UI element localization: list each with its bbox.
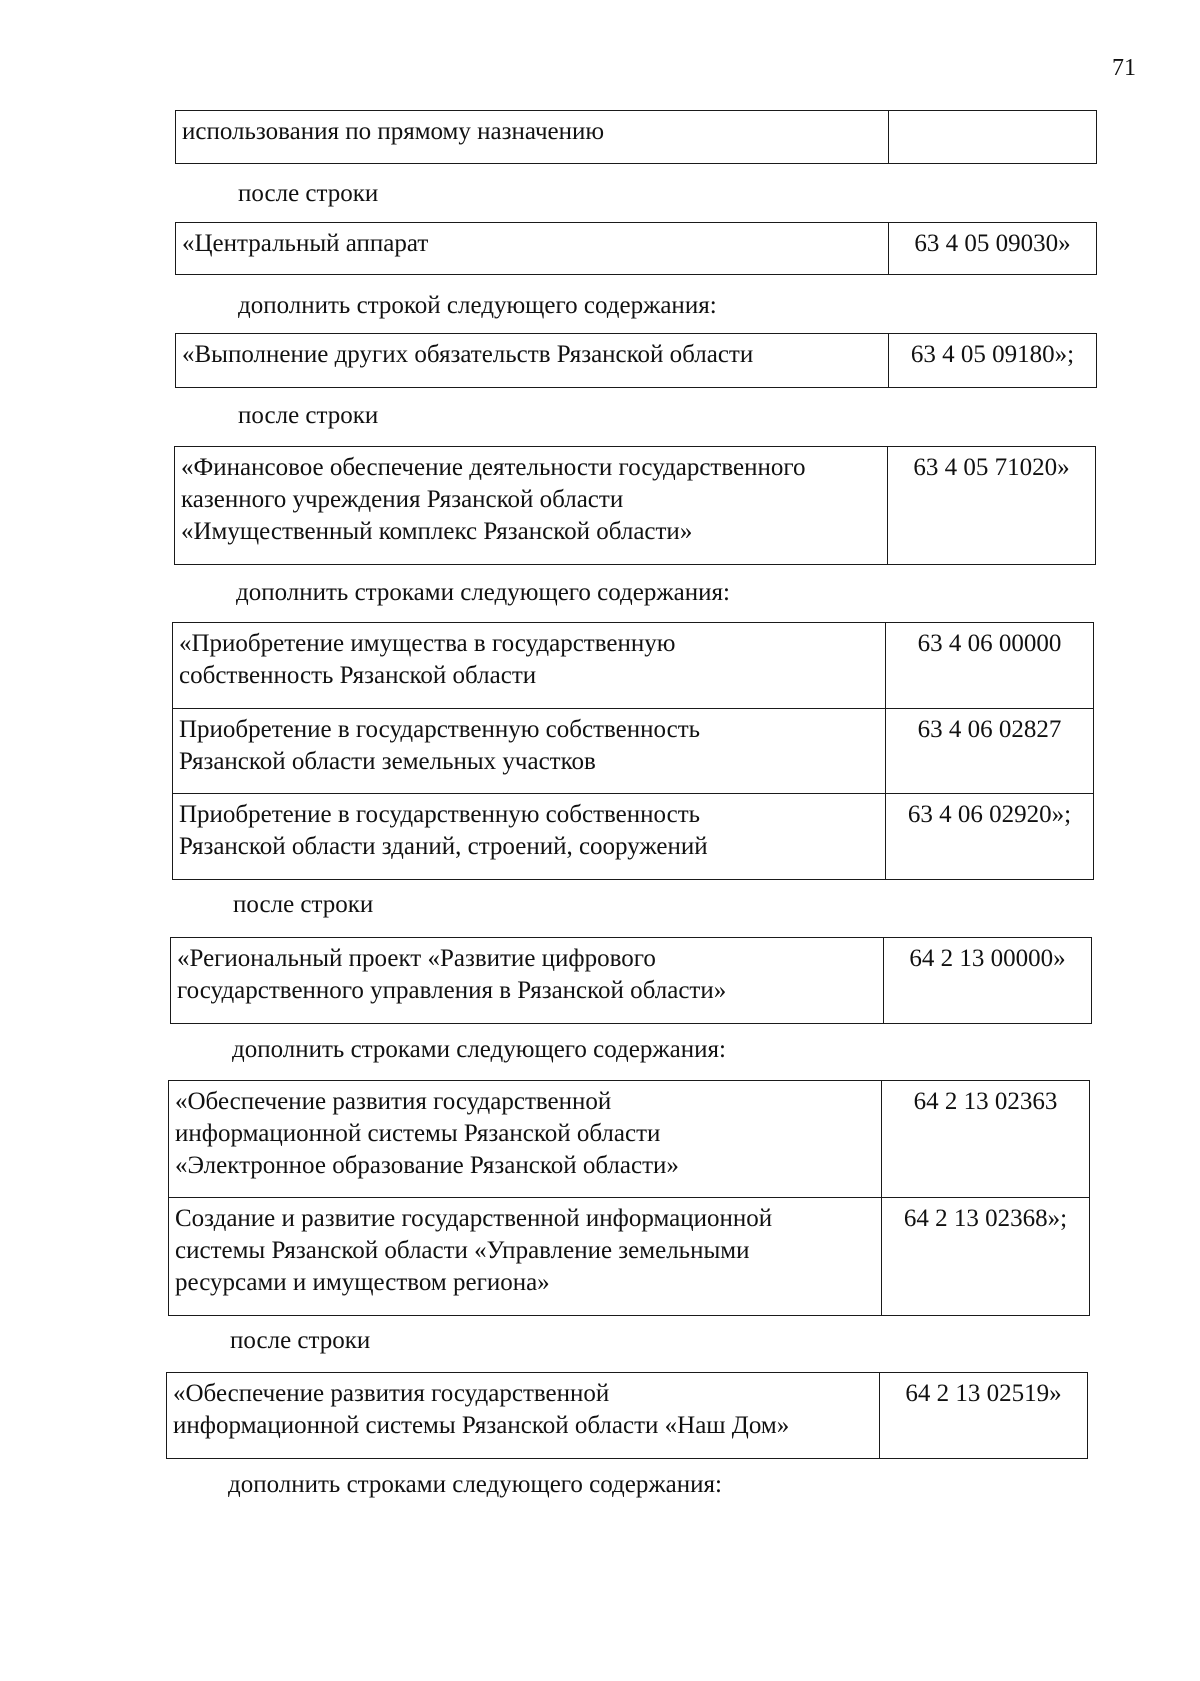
classification-table-7 [168, 1080, 1090, 1316]
row-name-line: «Финансовое обеспечение деятельности государственного [181, 454, 806, 481]
row-code-cell: 63 4 06 02920»; [886, 794, 1094, 880]
row-name-line: собственность Рязанской области [179, 662, 537, 689]
row-name-line: «Выполнение других обязательств Рязанской области [182, 341, 754, 368]
classification-table-4 [174, 446, 1096, 565]
row-name-line: «Обеспечение развития государственной [173, 1380, 610, 1407]
row-code-cell: 64 2 13 00000» [884, 938, 1092, 1024]
table-row [173, 623, 1094, 709]
row-code-cell: 63 4 06 00000 [886, 623, 1094, 709]
row-code-cell: 63 4 05 09030» [889, 223, 1097, 275]
row-name-cell [173, 709, 886, 794]
row-name-line: Приобретение в государственную собственность [179, 716, 701, 743]
page-number: 71 [1112, 55, 1136, 81]
classification-table-6 [170, 937, 1092, 1024]
row-name-line: Приобретение в государственную собственность [179, 801, 701, 828]
row-name-cell [167, 1373, 880, 1459]
classification-table-5 [172, 622, 1094, 880]
row-name-line: информационной системы Рязанской области [175, 1120, 661, 1147]
row-name-cell [176, 223, 889, 275]
instruction-text: после строки [238, 180, 379, 207]
row-name-cell [175, 447, 888, 565]
row-name-cell [169, 1081, 882, 1198]
instruction-text: после строки [233, 891, 374, 918]
table-row [171, 938, 1092, 1024]
row-code-cell: 63 4 06 02827 [886, 709, 1094, 794]
row-name-cell [173, 623, 886, 709]
row-name-line: Рязанской области зданий, строений, сооружений [179, 833, 708, 860]
instruction-text: дополнить строкой следующего содержания: [238, 292, 717, 319]
row-name-line: государственного управления в Рязанской области» [177, 977, 727, 1004]
classification-table-1 [175, 110, 1097, 164]
row-name-line: Создание и развитие государственной информационной [175, 1205, 773, 1232]
classification-table-2 [175, 222, 1097, 275]
table-row [176, 223, 1097, 275]
instruction-text: дополнить строками следующего содержания: [232, 1036, 726, 1063]
row-name-line: «Региональный проект «Развитие цифрового [177, 945, 656, 972]
instruction-text: дополнить строками следующего содержания: [228, 1471, 722, 1498]
row-name-cell [176, 111, 889, 164]
instruction-text: дополнить строками следующего содержания: [236, 579, 730, 606]
row-name-line: «Приобретение имущества в государственную [179, 630, 676, 657]
table-row [173, 709, 1094, 794]
row-name-line: «Обеспечение развития государственной [175, 1088, 612, 1115]
row-code-cell: 64 2 13 02368»; [882, 1198, 1090, 1316]
row-code-cell: 64 2 13 02363 [882, 1081, 1090, 1198]
row-name-line: «Центральный аппарат [182, 230, 429, 257]
row-name-line: Рязанской области земельных участков [179, 748, 596, 775]
row-name-cell [176, 334, 889, 388]
table-row [169, 1081, 1090, 1198]
classification-table-3 [175, 333, 1097, 388]
row-name-cell [169, 1198, 882, 1316]
instruction-text: после строки [238, 402, 379, 429]
table-row [176, 334, 1097, 388]
row-name-line: «Электронное образование Рязанской области» [175, 1152, 679, 1179]
row-code-cell: 63 4 05 71020» [888, 447, 1096, 565]
table-row [175, 447, 1096, 565]
row-code-cell [889, 111, 1097, 164]
instruction-text: после строки [230, 1327, 371, 1354]
row-name-line: «Имущественный комплекс Рязанской области» [181, 518, 693, 545]
row-code-cell: 64 2 13 02519» [880, 1373, 1088, 1459]
table-row [176, 111, 1097, 164]
row-code-cell: 63 4 05 09180»; [889, 334, 1097, 388]
classification-table-8 [166, 1372, 1088, 1459]
row-name-line: системы Рязанской области «Управление земельными [175, 1237, 750, 1264]
table-row [169, 1198, 1090, 1316]
row-name-line: казенного учреждения Рязанской области [181, 486, 624, 513]
row-name-line: использования по прямому назначению [182, 118, 605, 145]
row-name-line: ресурсами и имуществом региона» [175, 1269, 550, 1296]
table-row [167, 1373, 1088, 1459]
row-name-cell [171, 938, 884, 1024]
row-name-line: информационной системы Рязанской области «Наш Дом» [173, 1412, 790, 1439]
table-row [173, 794, 1094, 880]
row-name-cell [173, 794, 886, 880]
